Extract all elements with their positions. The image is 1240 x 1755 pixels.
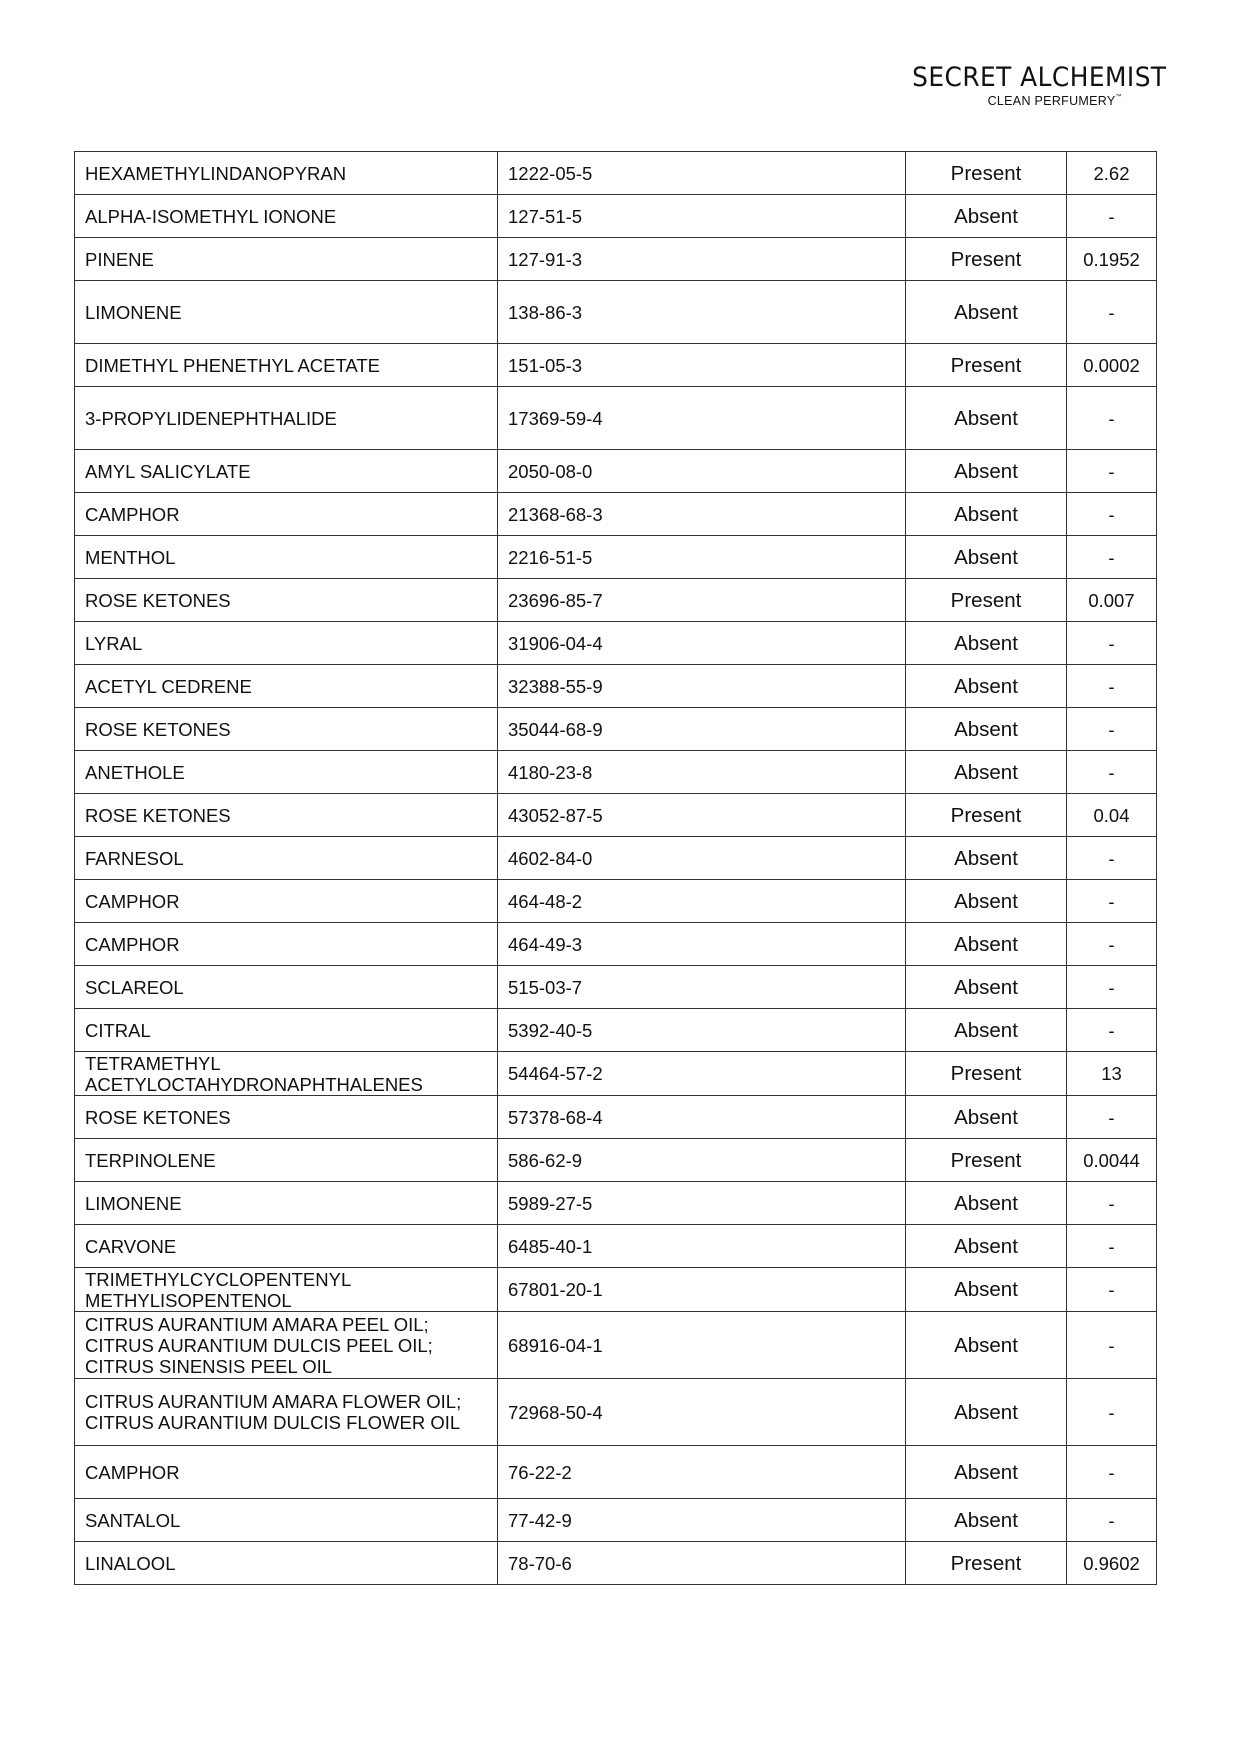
presence-status: Absent — [906, 536, 1067, 579]
presence-status: Absent — [906, 1312, 1067, 1379]
table-row — [75, 1268, 1157, 1312]
presence-status: Present — [906, 238, 1067, 281]
cas-number: 54464-57-2 — [498, 1052, 906, 1096]
cas-number: 57378-68-4 — [498, 1096, 906, 1139]
brand-tagline: CLEAN PERFUMERY — [987, 94, 1116, 108]
substance-name: LYRAL — [75, 622, 498, 665]
substance-name: CAMPHOR — [75, 1446, 498, 1499]
substance-name: ANETHOLE — [75, 751, 498, 794]
substance-name: LINALOOL — [75, 1542, 498, 1585]
concentration-value: - — [1067, 1096, 1157, 1139]
table-row — [75, 665, 1157, 708]
concentration-value: 13 — [1067, 1052, 1157, 1096]
cas-number: 127-51-5 — [498, 195, 906, 238]
presence-status: Present — [906, 579, 1067, 622]
cas-number: 515-03-7 — [498, 966, 906, 1009]
substance-name: 3-PROPYLIDENEPHTHALIDE — [75, 387, 498, 450]
table-row — [75, 387, 1157, 450]
concentration-value: 0.0002 — [1067, 344, 1157, 387]
table-row — [75, 281, 1157, 344]
presence-status: Absent — [906, 1096, 1067, 1139]
concentration-value: - — [1067, 387, 1157, 450]
concentration-value: - — [1067, 1446, 1157, 1499]
presence-status: Present — [906, 152, 1067, 195]
presence-status: Absent — [906, 837, 1067, 880]
concentration-value: 2.62 — [1067, 152, 1157, 195]
table-row — [75, 195, 1157, 238]
cas-number: 1222-05-5 — [498, 152, 906, 195]
table-row — [75, 238, 1157, 281]
table-row — [75, 1052, 1157, 1096]
cas-number: 4602-84-0 — [498, 837, 906, 880]
presence-status: Absent — [906, 1225, 1067, 1268]
presence-status: Present — [906, 344, 1067, 387]
presence-status: Absent — [906, 1009, 1067, 1052]
concentration-value: - — [1067, 708, 1157, 751]
table-row — [75, 880, 1157, 923]
substance-name: CITRUS AURANTIUM AMARA FLOWER OIL; CITRUS AURANTIUM DULCIS FLOWER OIL — [75, 1379, 498, 1446]
table-row — [75, 622, 1157, 665]
presence-status: Absent — [906, 923, 1067, 966]
table-row — [75, 1312, 1157, 1379]
substance-name: DIMETHYL PHENETHYL ACETATE — [75, 344, 498, 387]
presence-status: Absent — [906, 1499, 1067, 1542]
presence-status: Absent — [906, 387, 1067, 450]
concentration-value: 0.9602 — [1067, 1542, 1157, 1585]
substance-name: SCLAREOL — [75, 966, 498, 1009]
substance-name: SANTALOL — [75, 1499, 498, 1542]
table-row — [75, 1379, 1157, 1446]
concentration-value: 0.007 — [1067, 579, 1157, 622]
presence-status: Absent — [906, 1182, 1067, 1225]
substance-name: AMYL SALICYLATE — [75, 450, 498, 493]
substance-name: LIMONENE — [75, 281, 498, 344]
substance-name: LIMONENE — [75, 1182, 498, 1225]
concentration-value: - — [1067, 622, 1157, 665]
presence-status: Present — [906, 794, 1067, 837]
concentration-value: - — [1067, 1268, 1157, 1312]
substance-name: PINENE — [75, 238, 498, 281]
cas-number: 2216-51-5 — [498, 536, 906, 579]
trademark-mark: ™ — [1115, 94, 1122, 100]
cas-number: 4180-23-8 — [498, 751, 906, 794]
presence-status: Present — [906, 1052, 1067, 1096]
substance-name: ROSE KETONES — [75, 708, 498, 751]
concentration-value: - — [1067, 195, 1157, 238]
presence-status: Absent — [906, 493, 1067, 536]
substance-name: CAMPHOR — [75, 923, 498, 966]
concentration-value: - — [1067, 837, 1157, 880]
presence-status: Present — [906, 1542, 1067, 1585]
presence-status: Absent — [906, 708, 1067, 751]
substance-name: ROSE KETONES — [75, 1096, 498, 1139]
presence-status: Absent — [906, 966, 1067, 1009]
table-row — [75, 923, 1157, 966]
brand-logo — [890, 62, 1167, 108]
presence-status: Present — [906, 1139, 1067, 1182]
presence-status: Absent — [906, 281, 1067, 344]
cas-number: 138-86-3 — [498, 281, 906, 344]
presence-status: Absent — [906, 195, 1067, 238]
substance-name: ALPHA-ISOMETHYL IONONE — [75, 195, 498, 238]
substance-name: HEXAMETHYLINDANOPYRAN — [75, 152, 498, 195]
cas-number: 76-22-2 — [498, 1446, 906, 1499]
substance-name: CAMPHOR — [75, 880, 498, 923]
presence-status: Absent — [906, 1446, 1067, 1499]
cas-number: 21368-68-3 — [498, 493, 906, 536]
table-row — [75, 1446, 1157, 1499]
cas-number: 464-48-2 — [498, 880, 906, 923]
concentration-value: 0.04 — [1067, 794, 1157, 837]
presence-status: Absent — [906, 751, 1067, 794]
cas-number: 5392-40-5 — [498, 1009, 906, 1052]
concentration-value: - — [1067, 1379, 1157, 1446]
table-row — [75, 1225, 1157, 1268]
table-row — [75, 493, 1157, 536]
table-row — [75, 579, 1157, 622]
cas-number: 2050-08-0 — [498, 450, 906, 493]
cas-number: 77-42-9 — [498, 1499, 906, 1542]
table-row — [75, 708, 1157, 751]
cas-number: 78-70-6 — [498, 1542, 906, 1585]
substance-name: ACETYL CEDRENE — [75, 665, 498, 708]
concentration-value: - — [1067, 1499, 1157, 1542]
substance-name: TETRAMETHYL ACETYLOCTAHYDRONAPHTHALENES — [75, 1052, 498, 1096]
cas-number: 32388-55-9 — [498, 665, 906, 708]
concentration-value: - — [1067, 665, 1157, 708]
cas-number: 6485-40-1 — [498, 1225, 906, 1268]
cas-number: 127-91-3 — [498, 238, 906, 281]
cas-number: 17369-59-4 — [498, 387, 906, 450]
cas-number: 586-62-9 — [498, 1139, 906, 1182]
table-row — [75, 536, 1157, 579]
concentration-value: - — [1067, 880, 1157, 923]
substance-name: CITRUS AURANTIUM AMARA PEEL OIL; CITRUS AURANTIUM DULCIS PEEL OIL; CITRUS SINENSIS PEEL OIL — [75, 1312, 498, 1379]
cas-number: 72968-50-4 — [498, 1379, 906, 1446]
concentration-value: - — [1067, 1182, 1157, 1225]
substance-name: TERPINOLENE — [75, 1139, 498, 1182]
cas-number: 43052-87-5 — [498, 794, 906, 837]
table-row — [75, 1009, 1157, 1052]
concentration-value: 0.0044 — [1067, 1139, 1157, 1182]
substance-name: TRIMETHYLCYCLOPENTENYL METHYLISOPENTENOL — [75, 1268, 498, 1312]
concentration-value: - — [1067, 1009, 1157, 1052]
substance-name: MENTHOL — [75, 536, 498, 579]
cas-number: 5989-27-5 — [498, 1182, 906, 1225]
cas-number: 31906-04-4 — [498, 622, 906, 665]
concentration-value: - — [1067, 536, 1157, 579]
brand-name: SECRET ALCHEMIST — [912, 62, 1167, 93]
cas-number: 68916-04-1 — [498, 1312, 906, 1379]
substance-name: ROSE KETONES — [75, 579, 498, 622]
cas-number: 23696-85-7 — [498, 579, 906, 622]
substance-name: CARVONE — [75, 1225, 498, 1268]
concentration-value: 0.1952 — [1067, 238, 1157, 281]
table-row — [75, 152, 1157, 195]
concentration-value: - — [1067, 1225, 1157, 1268]
concentration-value: - — [1067, 450, 1157, 493]
cas-number: 67801-20-1 — [498, 1268, 906, 1312]
table-row — [75, 751, 1157, 794]
table-row — [75, 1096, 1157, 1139]
table-row — [75, 450, 1157, 493]
substance-table-body — [75, 152, 1157, 1585]
table-row — [75, 344, 1157, 387]
presence-status: Absent — [906, 450, 1067, 493]
table-row — [75, 1499, 1157, 1542]
concentration-value: - — [1067, 923, 1157, 966]
presence-status: Absent — [906, 880, 1067, 923]
table-row — [75, 837, 1157, 880]
substance-table — [74, 151, 1157, 1585]
cas-number: 35044-68-9 — [498, 708, 906, 751]
table-row — [75, 966, 1157, 1009]
cas-number: 151-05-3 — [498, 344, 906, 387]
substance-name: FARNESOL — [75, 837, 498, 880]
table-row — [75, 1182, 1157, 1225]
presence-status: Absent — [906, 622, 1067, 665]
brand-tagline-wrap — [890, 94, 1167, 108]
presence-status: Absent — [906, 665, 1067, 708]
concentration-value: - — [1067, 281, 1157, 344]
substance-name: CITRAL — [75, 1009, 498, 1052]
table-row — [75, 794, 1157, 837]
concentration-value: - — [1067, 1312, 1157, 1379]
substance-name: CAMPHOR — [75, 493, 498, 536]
concentration-value: - — [1067, 751, 1157, 794]
table-row — [75, 1139, 1157, 1182]
presence-status: Absent — [906, 1268, 1067, 1312]
concentration-value: - — [1067, 966, 1157, 1009]
presence-status: Absent — [906, 1379, 1067, 1446]
cas-number: 464-49-3 — [498, 923, 906, 966]
concentration-value: - — [1067, 493, 1157, 536]
table-row — [75, 1542, 1157, 1585]
substance-name: ROSE KETONES — [75, 794, 498, 837]
